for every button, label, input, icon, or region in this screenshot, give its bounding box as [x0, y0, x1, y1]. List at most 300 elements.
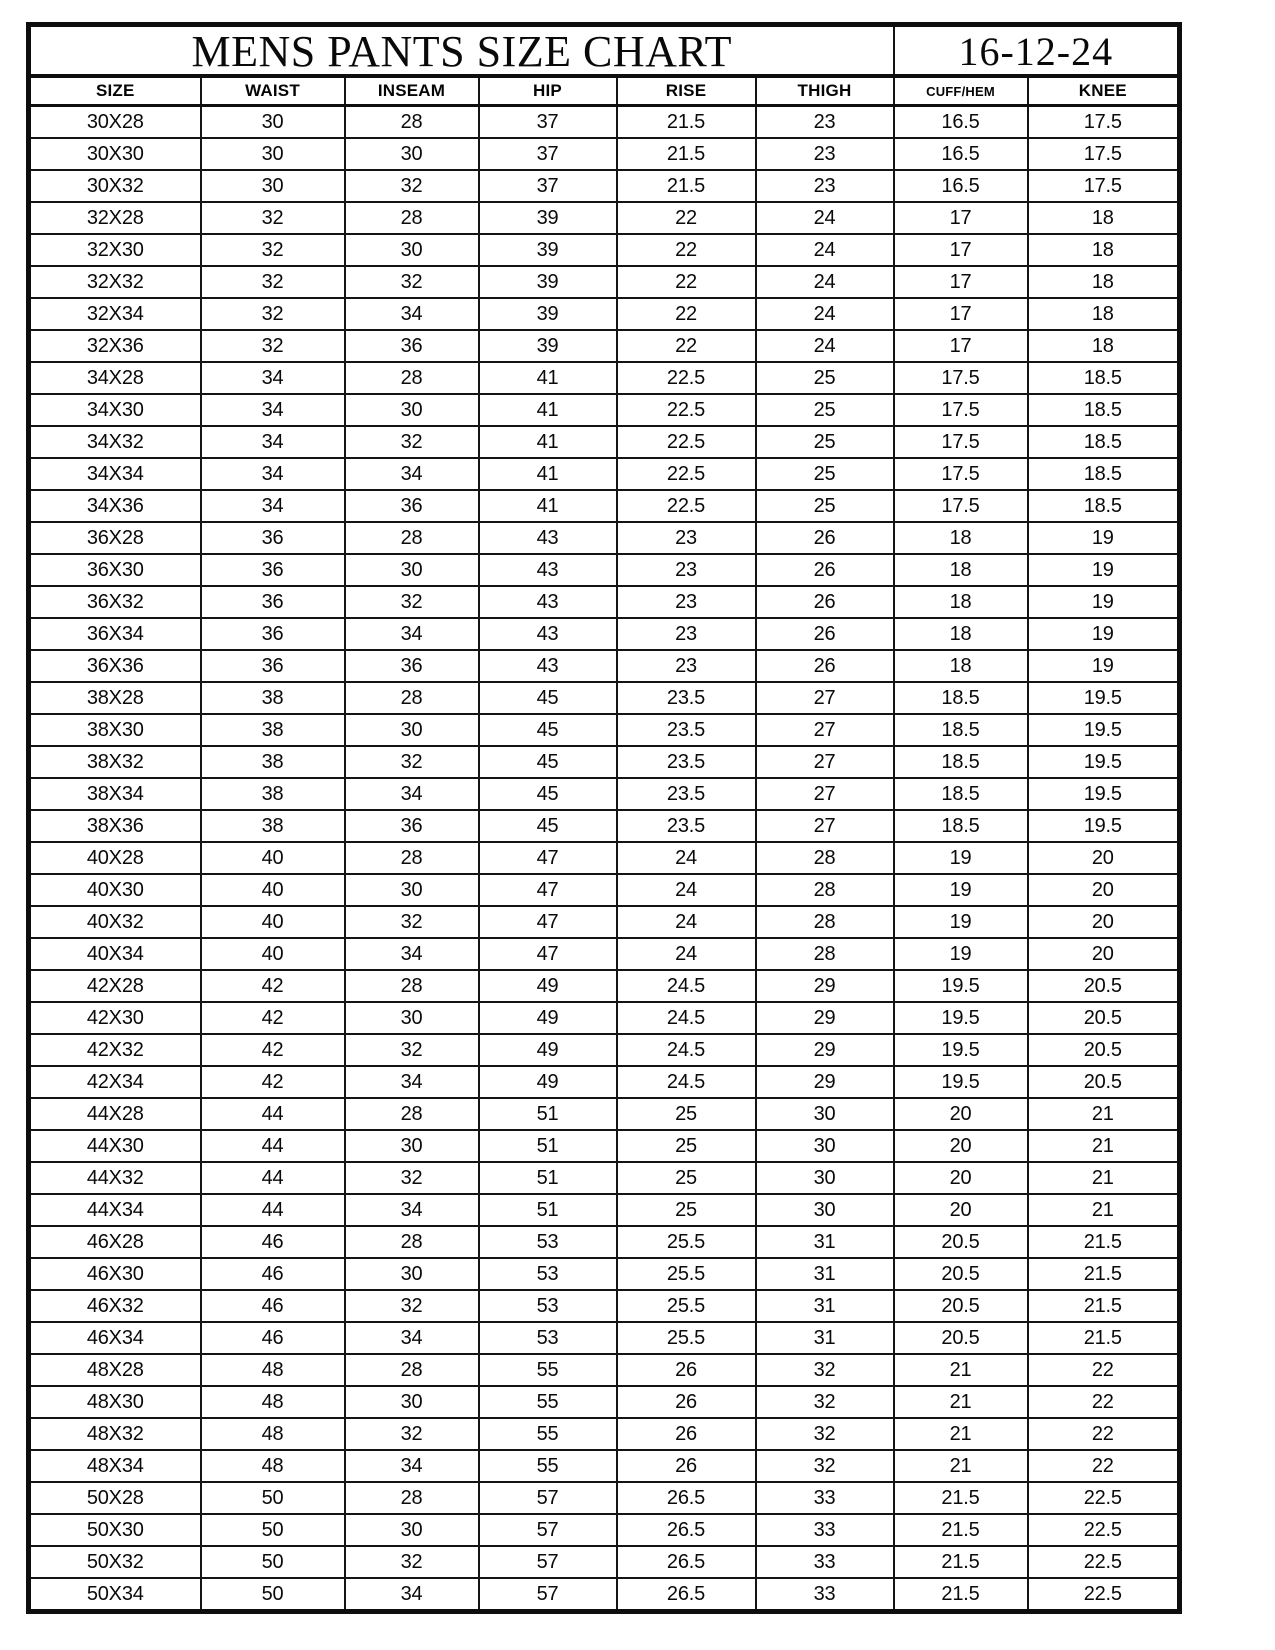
value-cell: 17.5 [1028, 170, 1180, 202]
value-cell: 32 [345, 586, 479, 618]
table-row [29, 970, 1180, 1002]
value-cell: 32 [345, 1418, 479, 1450]
table-row [29, 1162, 1180, 1194]
value-cell: 17.5 [894, 426, 1028, 458]
value-cell: 18 [1028, 298, 1180, 330]
size-cell: 34X28 [29, 362, 201, 394]
value-cell: 38 [201, 810, 345, 842]
table-row [29, 1386, 1180, 1418]
value-cell: 22 [617, 330, 756, 362]
value-cell: 46 [201, 1322, 345, 1354]
value-cell: 33 [756, 1546, 894, 1578]
value-cell: 16.5 [894, 138, 1028, 170]
value-cell: 20.5 [1028, 1066, 1180, 1098]
value-cell: 48 [201, 1386, 345, 1418]
value-cell: 28 [756, 874, 894, 906]
value-cell: 27 [756, 810, 894, 842]
value-cell: 28 [345, 1098, 479, 1130]
title-row [29, 25, 1180, 77]
value-cell: 36 [201, 650, 345, 682]
value-cell: 34 [345, 1450, 479, 1482]
value-cell: 30 [756, 1194, 894, 1226]
value-cell: 17 [894, 234, 1028, 266]
value-cell: 46 [201, 1226, 345, 1258]
value-cell: 19 [894, 874, 1028, 906]
value-cell: 32 [345, 170, 479, 202]
value-cell: 32 [201, 330, 345, 362]
value-cell: 24 [756, 202, 894, 234]
value-cell: 30 [201, 170, 345, 202]
column-header-size: SIZE [29, 76, 201, 106]
value-cell: 29 [756, 1002, 894, 1034]
value-cell: 28 [345, 842, 479, 874]
table-row [29, 1034, 1180, 1066]
value-cell: 34 [201, 490, 345, 522]
value-cell: 20 [1028, 938, 1180, 970]
value-cell: 17 [894, 330, 1028, 362]
value-cell: 45 [479, 778, 617, 810]
size-cell: 30X30 [29, 138, 201, 170]
value-cell: 43 [479, 522, 617, 554]
value-cell: 32 [345, 426, 479, 458]
value-cell: 20 [894, 1162, 1028, 1194]
value-cell: 49 [479, 1066, 617, 1098]
value-cell: 36 [345, 650, 479, 682]
value-cell: 28 [345, 682, 479, 714]
table-row [29, 650, 1180, 682]
size-chart-table [26, 22, 1182, 1614]
value-cell: 32 [756, 1450, 894, 1482]
value-cell: 48 [201, 1450, 345, 1482]
value-cell: 42 [201, 1002, 345, 1034]
size-cell: 38X36 [29, 810, 201, 842]
value-cell: 20.5 [1028, 1002, 1180, 1034]
value-cell: 20 [894, 1130, 1028, 1162]
value-cell: 44 [201, 1098, 345, 1130]
value-cell: 53 [479, 1226, 617, 1258]
value-cell: 28 [345, 970, 479, 1002]
size-cell: 46X32 [29, 1290, 201, 1322]
value-cell: 20.5 [1028, 970, 1180, 1002]
size-cell: 46X34 [29, 1322, 201, 1354]
table-row [29, 106, 1180, 139]
value-cell: 32 [756, 1354, 894, 1386]
table-row [29, 1226, 1180, 1258]
size-cell: 42X28 [29, 970, 201, 1002]
value-cell: 34 [345, 618, 479, 650]
value-cell: 42 [201, 970, 345, 1002]
value-cell: 53 [479, 1322, 617, 1354]
value-cell: 34 [345, 298, 479, 330]
value-cell: 47 [479, 842, 617, 874]
value-cell: 33 [756, 1482, 894, 1514]
value-cell: 30 [345, 394, 479, 426]
value-cell: 20 [894, 1194, 1028, 1226]
value-cell: 49 [479, 970, 617, 1002]
value-cell: 23 [756, 170, 894, 202]
value-cell: 21 [1028, 1194, 1180, 1226]
value-cell: 36 [201, 554, 345, 586]
size-cell: 48X28 [29, 1354, 201, 1386]
table-row [29, 810, 1180, 842]
value-cell: 18.5 [894, 746, 1028, 778]
value-cell: 29 [756, 1066, 894, 1098]
value-cell: 17.5 [894, 490, 1028, 522]
size-cell: 30X28 [29, 106, 201, 139]
value-cell: 30 [345, 1130, 479, 1162]
value-cell: 32 [201, 202, 345, 234]
value-cell: 32 [756, 1418, 894, 1450]
table-row [29, 874, 1180, 906]
value-cell: 16.5 [894, 170, 1028, 202]
value-cell: 28 [345, 522, 479, 554]
value-cell: 51 [479, 1130, 617, 1162]
value-cell: 48 [201, 1418, 345, 1450]
value-cell: 20.5 [1028, 1034, 1180, 1066]
value-cell: 45 [479, 682, 617, 714]
value-cell: 17.5 [894, 362, 1028, 394]
value-cell: 30 [756, 1130, 894, 1162]
value-cell: 53 [479, 1290, 617, 1322]
value-cell: 25.5 [617, 1290, 756, 1322]
value-cell: 41 [479, 362, 617, 394]
value-cell: 34 [201, 362, 345, 394]
size-cell: 50X28 [29, 1482, 201, 1514]
value-cell: 22 [1028, 1418, 1180, 1450]
value-cell: 20 [894, 1098, 1028, 1130]
size-cell: 38X30 [29, 714, 201, 746]
value-cell: 27 [756, 778, 894, 810]
value-cell: 28 [345, 106, 479, 139]
value-cell: 23 [617, 586, 756, 618]
value-cell: 26 [617, 1450, 756, 1482]
value-cell: 22.5 [617, 490, 756, 522]
value-cell: 18 [1028, 234, 1180, 266]
table-row [29, 1098, 1180, 1130]
value-cell: 27 [756, 682, 894, 714]
value-cell: 25 [756, 458, 894, 490]
value-cell: 28 [345, 1482, 479, 1514]
value-cell: 31 [756, 1290, 894, 1322]
value-cell: 26 [756, 618, 894, 650]
size-chart-sheet [26, 22, 1182, 1614]
value-cell: 18.5 [1028, 394, 1180, 426]
value-cell: 26 [756, 650, 894, 682]
size-cell: 40X34 [29, 938, 201, 970]
value-cell: 19.5 [894, 1066, 1028, 1098]
value-cell: 22 [617, 234, 756, 266]
value-cell: 36 [345, 810, 479, 842]
value-cell: 23.5 [617, 810, 756, 842]
value-cell: 30 [201, 106, 345, 139]
value-cell: 41 [479, 426, 617, 458]
value-cell: 29 [756, 970, 894, 1002]
table-row [29, 618, 1180, 650]
table-row [29, 1482, 1180, 1514]
value-cell: 32 [345, 746, 479, 778]
value-cell: 32 [345, 906, 479, 938]
value-cell: 30 [345, 138, 479, 170]
size-cell: 32X32 [29, 266, 201, 298]
column-header-inseam: INSEAM [345, 76, 479, 106]
value-cell: 22 [1028, 1450, 1180, 1482]
value-cell: 30 [345, 234, 479, 266]
size-cell: 44X32 [29, 1162, 201, 1194]
value-cell: 51 [479, 1098, 617, 1130]
value-cell: 19 [894, 906, 1028, 938]
size-cell: 32X28 [29, 202, 201, 234]
table-row [29, 778, 1180, 810]
value-cell: 21 [894, 1418, 1028, 1450]
value-cell: 19.5 [1028, 810, 1180, 842]
value-cell: 24 [617, 842, 756, 874]
table-row [29, 746, 1180, 778]
table-row [29, 906, 1180, 938]
value-cell: 25 [756, 362, 894, 394]
value-cell: 21 [894, 1354, 1028, 1386]
value-cell: 36 [345, 330, 479, 362]
size-cell: 36X32 [29, 586, 201, 618]
value-cell: 26 [617, 1386, 756, 1418]
value-cell: 18 [894, 554, 1028, 586]
value-cell: 17 [894, 266, 1028, 298]
size-cell: 38X28 [29, 682, 201, 714]
table-row [29, 586, 1180, 618]
value-cell: 18.5 [894, 778, 1028, 810]
size-cell: 48X32 [29, 1418, 201, 1450]
table-row [29, 714, 1180, 746]
value-cell: 24.5 [617, 1066, 756, 1098]
value-cell: 39 [479, 298, 617, 330]
value-cell: 18.5 [1028, 458, 1180, 490]
table-row [29, 458, 1180, 490]
table-row [29, 394, 1180, 426]
page-title-cell [29, 25, 894, 77]
table-row [29, 426, 1180, 458]
value-cell: 20 [1028, 874, 1180, 906]
table-row [29, 490, 1180, 522]
value-cell: 34 [345, 1322, 479, 1354]
value-cell: 18 [1028, 330, 1180, 362]
value-cell: 34 [201, 394, 345, 426]
value-cell: 23.5 [617, 714, 756, 746]
value-cell: 21.5 [617, 170, 756, 202]
value-cell: 25 [617, 1194, 756, 1226]
value-cell: 21 [1028, 1098, 1180, 1130]
value-cell: 18 [894, 586, 1028, 618]
value-cell: 43 [479, 554, 617, 586]
chart-date: 16-12-24 [958, 28, 1114, 74]
value-cell: 21.5 [617, 106, 756, 139]
value-cell: 30 [345, 1258, 479, 1290]
column-header-knee: KNEE [1028, 76, 1180, 106]
value-cell: 30 [345, 1002, 479, 1034]
value-cell: 22.5 [1028, 1546, 1180, 1578]
value-cell: 22 [617, 202, 756, 234]
value-cell: 55 [479, 1450, 617, 1482]
table-row [29, 842, 1180, 874]
value-cell: 20.5 [894, 1226, 1028, 1258]
value-cell: 40 [201, 842, 345, 874]
value-cell: 34 [201, 458, 345, 490]
size-cell: 42X30 [29, 1002, 201, 1034]
size-cell: 48X30 [29, 1386, 201, 1418]
value-cell: 20 [1028, 842, 1180, 874]
value-cell: 55 [479, 1418, 617, 1450]
value-cell: 22.5 [617, 394, 756, 426]
table-row [29, 362, 1180, 394]
value-cell: 38 [201, 714, 345, 746]
value-cell: 32 [756, 1386, 894, 1418]
value-cell: 44 [201, 1194, 345, 1226]
value-cell: 47 [479, 938, 617, 970]
value-cell: 22 [617, 298, 756, 330]
value-cell: 41 [479, 458, 617, 490]
table-row [29, 202, 1180, 234]
size-cell: 50X34 [29, 1578, 201, 1612]
value-cell: 21.5 [1028, 1258, 1180, 1290]
size-cell: 32X36 [29, 330, 201, 362]
value-cell: 18.5 [1028, 426, 1180, 458]
value-cell: 48 [201, 1354, 345, 1386]
value-cell: 43 [479, 586, 617, 618]
value-cell: 17.5 [894, 394, 1028, 426]
value-cell: 34 [345, 458, 479, 490]
value-cell: 28 [345, 362, 479, 394]
value-cell: 45 [479, 746, 617, 778]
value-cell: 21 [1028, 1130, 1180, 1162]
table-row [29, 1130, 1180, 1162]
value-cell: 16.5 [894, 106, 1028, 139]
value-cell: 26.5 [617, 1482, 756, 1514]
size-cell: 34X30 [29, 394, 201, 426]
value-cell: 27 [756, 714, 894, 746]
value-cell: 39 [479, 234, 617, 266]
size-cell: 34X32 [29, 426, 201, 458]
value-cell: 19.5 [1028, 714, 1180, 746]
value-cell: 28 [756, 938, 894, 970]
value-cell: 24 [756, 266, 894, 298]
table-row [29, 1066, 1180, 1098]
value-cell: 38 [201, 778, 345, 810]
value-cell: 28 [345, 202, 479, 234]
column-header-cuff-hem: CUFF/HEM [894, 76, 1028, 106]
column-header-hip: HIP [479, 76, 617, 106]
table-row [29, 234, 1180, 266]
value-cell: 20 [1028, 906, 1180, 938]
value-cell: 30 [345, 1514, 479, 1546]
size-cell: 42X32 [29, 1034, 201, 1066]
value-cell: 34 [345, 1066, 479, 1098]
value-cell: 30 [345, 874, 479, 906]
value-cell: 25.5 [617, 1322, 756, 1354]
value-cell: 18.5 [894, 810, 1028, 842]
value-cell: 26.5 [617, 1514, 756, 1546]
value-cell: 32 [345, 266, 479, 298]
value-cell: 39 [479, 202, 617, 234]
value-cell: 26.5 [617, 1578, 756, 1612]
value-cell: 39 [479, 266, 617, 298]
table-row [29, 1450, 1180, 1482]
value-cell: 34 [345, 1194, 479, 1226]
value-cell: 19.5 [1028, 746, 1180, 778]
value-cell: 29 [756, 1034, 894, 1066]
value-cell: 49 [479, 1034, 617, 1066]
table-row [29, 138, 1180, 170]
size-cell: 36X28 [29, 522, 201, 554]
table-row [29, 266, 1180, 298]
value-cell: 21 [894, 1450, 1028, 1482]
value-cell: 31 [756, 1322, 894, 1354]
value-cell: 22.5 [1028, 1482, 1180, 1514]
value-cell: 18.5 [894, 682, 1028, 714]
size-cell: 32X34 [29, 298, 201, 330]
value-cell: 28 [345, 1354, 479, 1386]
size-cell: 30X32 [29, 170, 201, 202]
value-cell: 50 [201, 1482, 345, 1514]
value-cell: 24.5 [617, 1002, 756, 1034]
value-cell: 17 [894, 298, 1028, 330]
value-cell: 22 [617, 266, 756, 298]
value-cell: 30 [756, 1098, 894, 1130]
value-cell: 25 [617, 1098, 756, 1130]
size-cell: 48X34 [29, 1450, 201, 1482]
value-cell: 23 [617, 650, 756, 682]
value-cell: 24 [617, 938, 756, 970]
table-row [29, 938, 1180, 970]
value-cell: 24 [756, 330, 894, 362]
value-cell: 57 [479, 1578, 617, 1612]
value-cell: 30 [201, 138, 345, 170]
size-cell: 32X30 [29, 234, 201, 266]
size-cell: 40X28 [29, 842, 201, 874]
size-cell: 36X36 [29, 650, 201, 682]
value-cell: 18 [894, 618, 1028, 650]
value-cell: 32 [201, 298, 345, 330]
value-cell: 21 [1028, 1162, 1180, 1194]
value-cell: 21.5 [1028, 1290, 1180, 1322]
value-cell: 23.5 [617, 778, 756, 810]
value-cell: 24 [756, 298, 894, 330]
value-cell: 28 [756, 906, 894, 938]
value-cell: 50 [201, 1546, 345, 1578]
value-cell: 22 [1028, 1354, 1180, 1386]
value-cell: 34 [345, 1578, 479, 1612]
value-cell: 25 [756, 394, 894, 426]
value-cell: 43 [479, 650, 617, 682]
value-cell: 37 [479, 106, 617, 139]
value-cell: 18 [894, 522, 1028, 554]
size-chart-body [29, 106, 1180, 1612]
value-cell: 32 [201, 234, 345, 266]
value-cell: 28 [756, 842, 894, 874]
value-cell: 23 [756, 138, 894, 170]
table-row [29, 1546, 1180, 1578]
table-row [29, 1290, 1180, 1322]
value-cell: 55 [479, 1354, 617, 1386]
table-row [29, 1418, 1180, 1450]
value-cell: 23.5 [617, 682, 756, 714]
value-cell: 38 [201, 682, 345, 714]
value-cell: 23.5 [617, 746, 756, 778]
value-cell: 53 [479, 1258, 617, 1290]
value-cell: 25.5 [617, 1258, 756, 1290]
value-cell: 19.5 [894, 970, 1028, 1002]
value-cell: 20.5 [894, 1322, 1028, 1354]
value-cell: 26 [617, 1354, 756, 1386]
value-cell: 21 [894, 1386, 1028, 1418]
value-cell: 39 [479, 330, 617, 362]
